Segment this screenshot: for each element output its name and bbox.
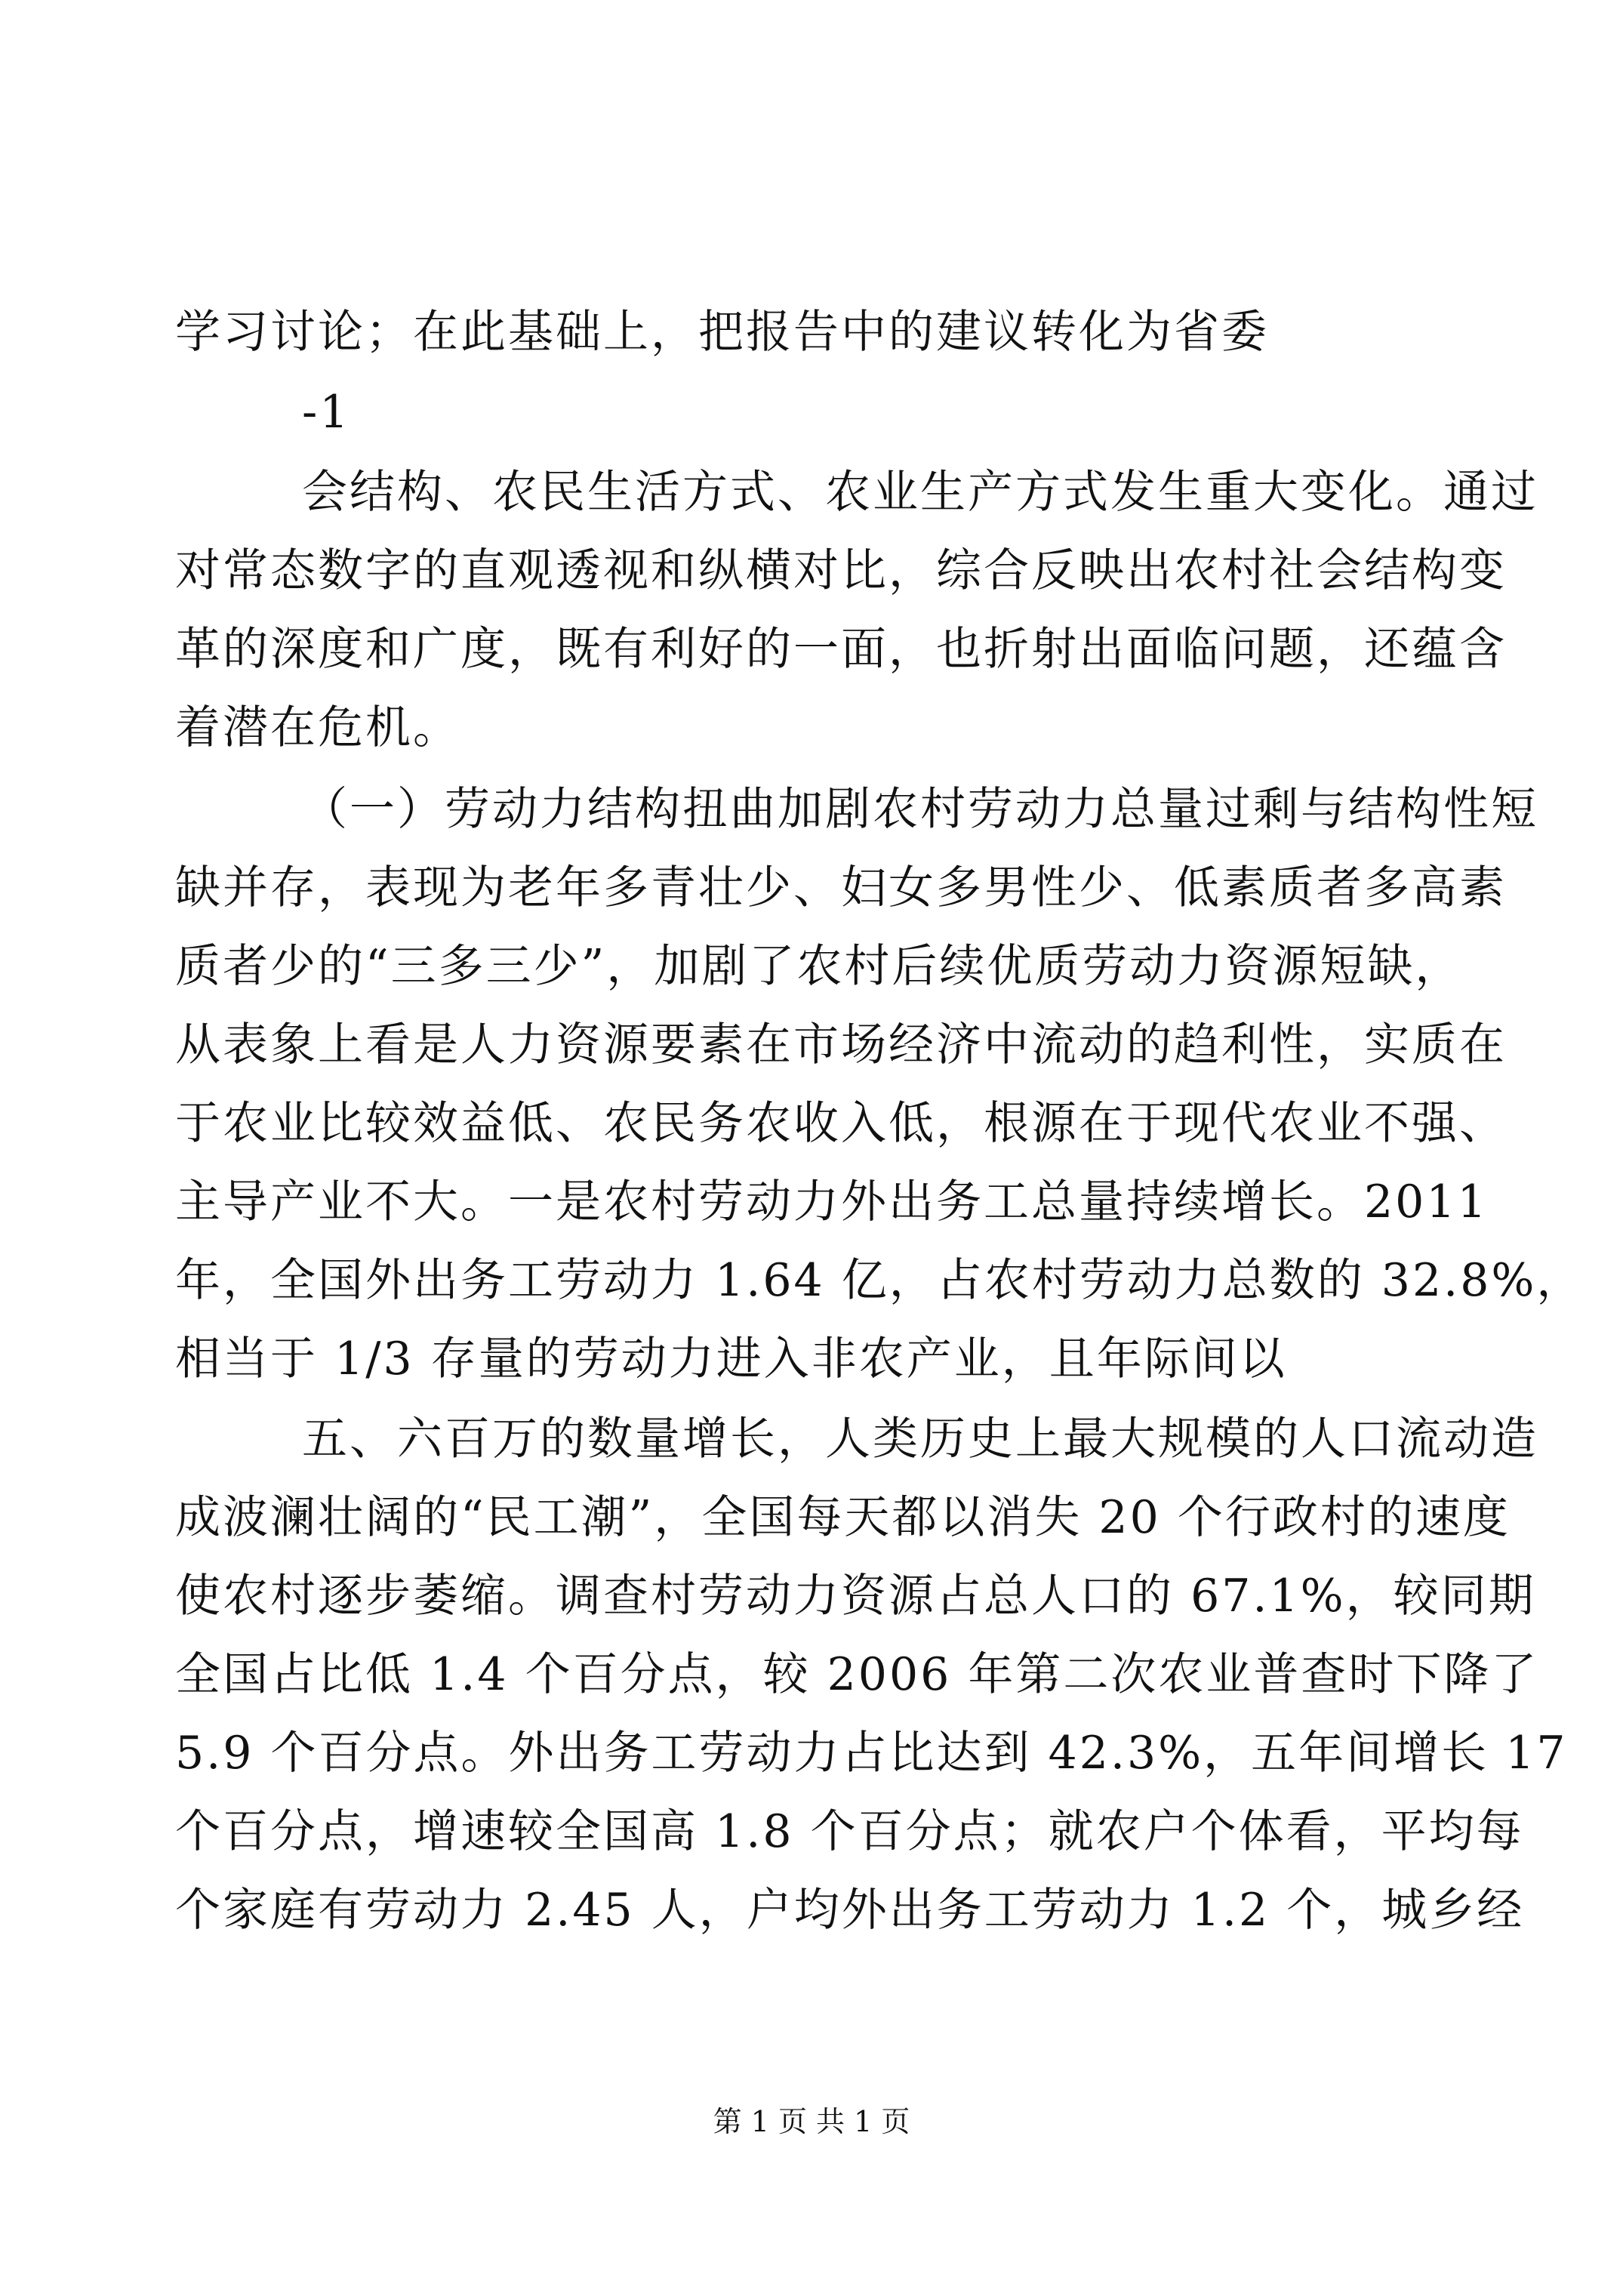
text-line: 质者少的“三多三少”，加剧了农村后续优质劳动力资源短缺， (175, 940, 1463, 993)
text-line: 着潜在危机。 (175, 701, 460, 754)
text-line: 对常态数字的直观透视和纵横对比，综合反映出农村社会结构变 (175, 544, 1507, 597)
text-line: 成波澜壮阔的“民工潮”，全国每天都以消失 20 个行政村的速度 (175, 1491, 1511, 1544)
text-line: 从表象上看是人力资源要素在市场经济中流动的趋利性，实质在 (175, 1019, 1507, 1071)
text-line: 5.9 个百分点。外出务工劳动力占比达到 42.3%，五年间增长 17 (175, 1727, 1568, 1780)
text-line: 学习讨论；在此基础上，把报告中的建议转化为省委 (175, 306, 1269, 359)
text-line: 全国占比低 1.4 个百分点，较 2006 年第二次农业普查时下降了 (175, 1648, 1539, 1701)
paragraph-start-line: 五、六百万的数量增长，人类历史上最大规模的人口流动造 (302, 1413, 1538, 1465)
text-line: 使农村逐步萎缩。调查村劳动力资源占总人口的 67.1%，较同期 (175, 1570, 1536, 1623)
text-line: 主导产业不大。一是农村劳动力外出务工总量持续增长。2011 (175, 1176, 1489, 1228)
page-footer: 第 1 页 共 1 页 (713, 2105, 910, 2138)
text-line: 革的深度和广度，既有利好的一面，也折射出面临问题，还蕴含 (175, 623, 1507, 676)
page-number-marker: -1 (302, 386, 351, 439)
text-line: 个家庭有劳动力 2.45 人，户均外出务工劳动力 1.2 个，城乡经 (175, 1884, 1525, 1937)
text-line: 缺并存，表现为老年多青壮少、妇女多男性少、低素质者多高素 (175, 861, 1507, 914)
text-line: 于农业比较效益低、农民务农收入低，根源在于现代农业不强、 (175, 1097, 1507, 1150)
text-line: 年，全国外出务工劳动力 1.64 亿，占农村劳动力总数的 32.8%， (175, 1254, 1585, 1307)
paragraph-start-line: 会结构、农民生活方式、农业生产方式发生重大变化。通过 (302, 466, 1538, 519)
text-line: 相当于 1/3 存量的劳动力进入非农产业，且年际间以 (175, 1333, 1287, 1385)
section-heading-line: （一）劳动力结构扭曲加剧农村劳动力总量过剩与结构性短 (302, 783, 1538, 836)
text-line: 个百分点，增速较全国高 1.8 个百分点；就农户个体看，平均每 (175, 1805, 1524, 1858)
